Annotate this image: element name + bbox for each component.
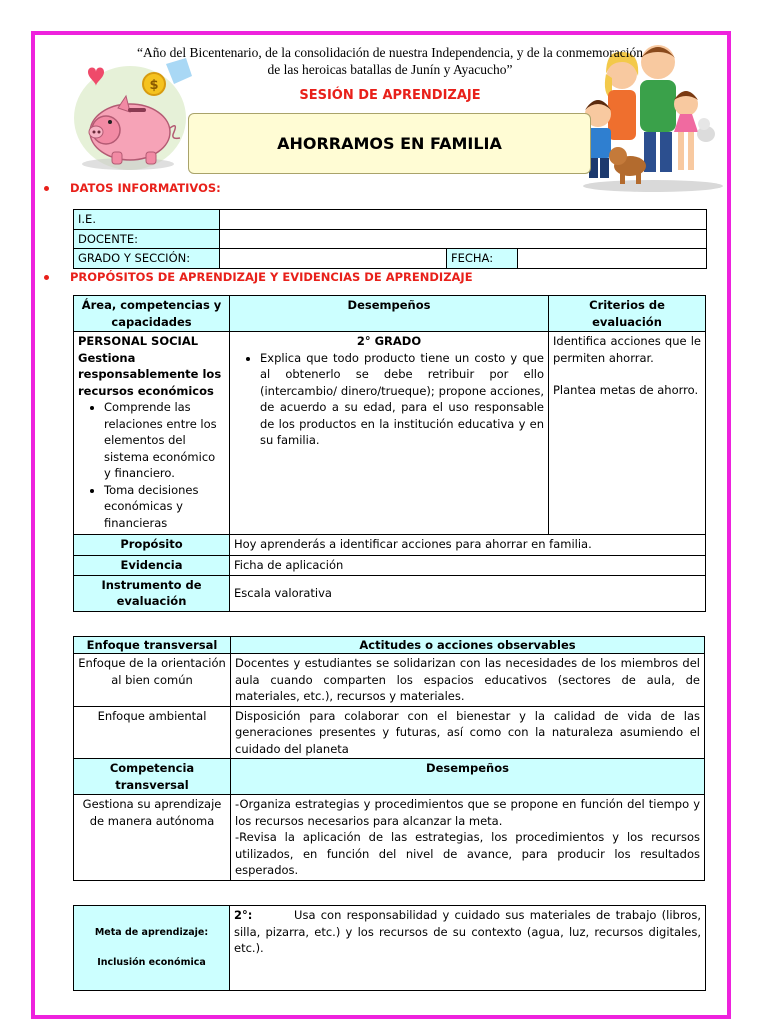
area-name: PERSONAL SOCIAL	[78, 334, 199, 348]
competencia-text-2: -Revisa la aplicación de las estrategias, los procedimientos y los recursos utilizados, en función del nivel de avance, para producir los resultados esperados.	[235, 830, 700, 877]
col-competencia: Competencia transversal	[74, 759, 231, 795]
col-desempenos: Desempeños	[230, 296, 549, 332]
motto-line-1: “Año del Bicentenario, de la consolidación de nuestra Independencia, y de la conmemoración	[136, 45, 644, 60]
meta-label: Meta de aprendizaje:	[94, 926, 209, 938]
enfoque-2-name: Enfoque ambiental	[74, 706, 231, 759]
datos-table	[73, 209, 707, 269]
competencia: Gestiona responsablemente los recursos económicos	[78, 350, 222, 398]
capacidades-list	[78, 399, 225, 531]
docente-label: DOCENTE:	[74, 229, 220, 249]
ie-value[interactable]	[220, 210, 707, 230]
evidencia-label: Evidencia	[74, 556, 230, 576]
desempeno-item: • Explica que todo producto tiene un costo y que al obtenerlo se debe retribuir por ello (intercambio/ dinero/trueque); propone acciones, de acuerdo a su edad, para el uso responsable de los productos en la institución educativa y en su familia.	[260, 350, 544, 449]
col-enfoque: Enfoque transversal	[74, 637, 231, 654]
enfoques-table	[73, 636, 705, 881]
capacidad-item: • Toma decisiones económicas y financieras	[104, 482, 225, 532]
inclusion-label: Inclusión económica	[97, 957, 206, 968]
col-area: Área, competencias y capacidades	[74, 296, 230, 332]
col-criterios: Criterios de evaluación	[549, 296, 706, 332]
grado-label: GRADO Y SECCIÓN:	[74, 249, 220, 269]
criterio-2: Plantea metas de ahorro.	[553, 383, 699, 397]
criterios-cell	[549, 332, 706, 535]
capacidad-item: • Comprende las relaciones entre los elementos del sistema económico y financiero.	[104, 399, 225, 482]
criterio-1: Identifica acciones que le permiten ahorrar.	[553, 334, 701, 365]
grado-title: 2° GRADO	[356, 334, 422, 348]
area-cell	[74, 332, 230, 535]
bullet-icon	[44, 186, 49, 191]
meta-grade: 2°:	[234, 908, 253, 922]
fecha-value[interactable]	[518, 249, 707, 269]
enfoque-1-text: Docentes y estudiantes se solidarizan con las necesidades de los miembros del aula cuando comparten los espacios educativos (sectores de aula, de materiales, etc.), recursos y materiales.	[231, 654, 705, 707]
grado-value[interactable]	[220, 249, 447, 269]
proposito-value: Hoy aprenderás a identificar acciones para ahorrar en familia.	[230, 535, 706, 556]
competencia-text	[231, 795, 705, 881]
motto-line-2: de las heroicas batallas de Junín y Ayacucho”	[267, 62, 513, 77]
desempeno-cell	[230, 332, 549, 535]
competencia-text-1: -Organiza estrategias y procedimientos que se propone en función del tiempo y los recursos necesarios para alcanzar la meta.	[235, 797, 700, 828]
enfoque-1-name: Enfoque de la orientación al bien común	[74, 654, 231, 707]
meta-text-cell	[230, 906, 706, 991]
col-actitudes: Actitudes o acciones observables	[231, 637, 705, 654]
desempeno-list	[234, 350, 544, 449]
datos-heading	[44, 181, 221, 195]
propositos-heading	[44, 270, 473, 284]
meta-label-cell	[74, 906, 230, 991]
proposito-label: Propósito	[74, 535, 230, 556]
bullet-icon	[44, 275, 49, 280]
session-label: SESIÓN DE APRENDIZAJE	[299, 88, 481, 103]
evidencia-value: Ficha de aplicación	[230, 556, 706, 576]
page-title: AHORRAMOS EN FAMILIA	[277, 134, 502, 153]
docente-value[interactable]	[220, 229, 707, 249]
meta-text: Usa con responsabilidad y cuidado sus materiales de trabajo (libros, silla, pizarra, etc.) y los recursos de su contexto (agua, luz, recursos digitales, etc.).	[234, 908, 701, 955]
propositos-table	[73, 295, 706, 612]
instrumento-label: Instrumento de evaluación	[74, 575, 230, 611]
svg-text:$: $	[149, 78, 159, 93]
fecha-label: FECHA:	[447, 249, 518, 269]
col-comp-desempenos: Desempeños	[231, 759, 705, 795]
meta-table	[73, 905, 706, 991]
competencia-name: Gestiona su aprendizaje de manera autónoma	[74, 795, 231, 881]
title-banner	[188, 113, 591, 174]
enfoque-2-text: Disposición para colaborar con el bienestar y la calidad de vida de las generaciones presentes y futuras, así como con la naturaleza asumiendo el cuidado del planeta	[231, 706, 705, 759]
propositos-heading-text: PROPÓSITOS DE APRENDIZAJE Y EVIDENCIAS DE APRENDIZAJE	[70, 270, 473, 284]
ie-label: I.E.	[74, 210, 220, 230]
datos-heading-text: DATOS INFORMATIVOS:	[70, 181, 221, 195]
instrumento-value: Escala valorativa	[230, 575, 706, 611]
